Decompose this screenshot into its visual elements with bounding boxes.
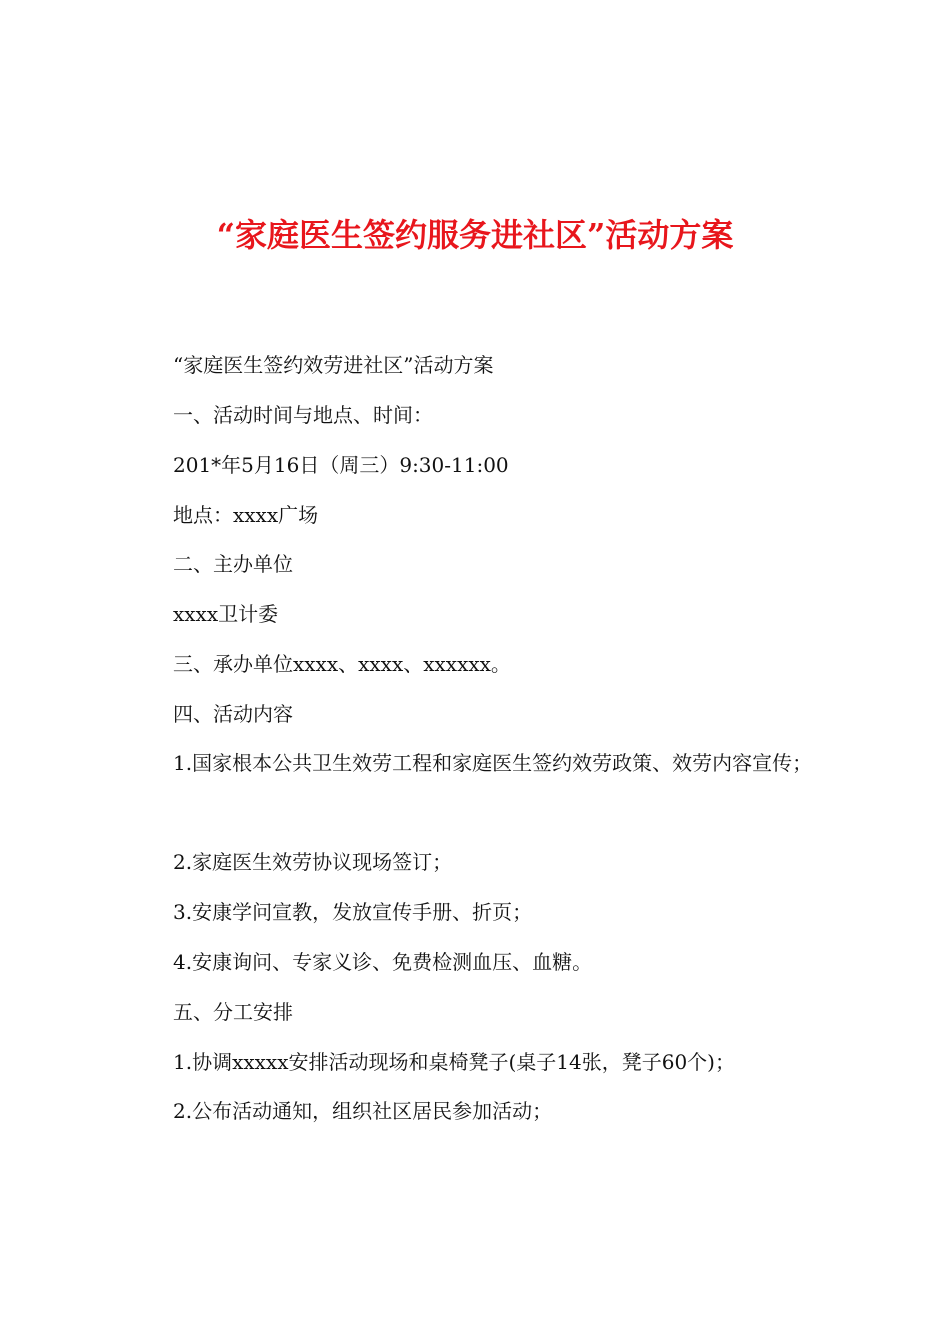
content-item-3: 3.安康学问宣教，发放宣传手册、折页； [173,900,533,924]
content-item-2: 2.家庭医生效劳协议现场签订； [173,850,453,874]
paragraph-organizer: xxxx卫计委 [173,602,279,626]
paragraph-location: 地点：xxxx广场 [173,503,319,527]
paragraph-subtitle: “家庭医生签约效劳进社区”活动方案 [173,353,494,377]
content-item-4: 4.安康询问、专家义诊、免费检测血压、血糖。 [173,950,593,974]
section-heading-content: 四、活动内容 [173,702,293,726]
section-heading-organizer: 二、主办单位 [173,552,293,576]
assignment-item-2: 2.公布活动通知，组织社区居民参加活动； [173,1099,553,1123]
paragraph-date: 201*年5月16日（周三）9:30-11:00 [173,453,509,477]
section-heading-time-location: 一、活动时间与地点、时间： [173,403,433,427]
section-heading-assignment: 五、分工安排 [173,1000,293,1024]
document-title: “家庭医生签约服务进社区”活动方案 [216,216,734,254]
content-item-1: 1.国家根本公共卫生效劳工程和家庭医生签约效劳政策、效劳内容宣传； [173,751,813,775]
assignment-item-1: 1.协调xxxxx安排活动现场和桌椅凳子(桌子14张，凳子60个)； [173,1050,735,1074]
paragraph-co-organizer: 三、承办单位xxxx、xxxx、xxxxxx。 [173,652,511,676]
